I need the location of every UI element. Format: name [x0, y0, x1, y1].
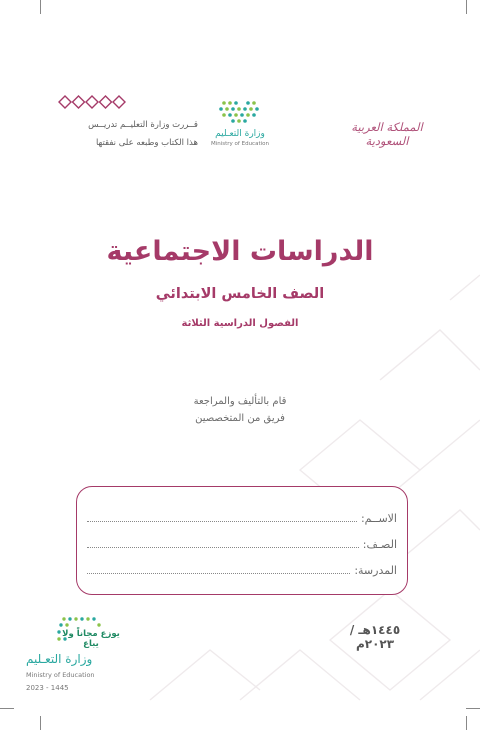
free-distribution-logo	[54, 614, 124, 649]
kingdom-logo	[342, 116, 432, 146]
class-row	[87, 531, 397, 551]
moe-logo	[200, 98, 280, 154]
footer-years: 2023 - 1445	[26, 684, 69, 692]
school-label: المدرسة:	[354, 564, 397, 577]
footer-moe-name-arabic: وزارة التعـليم	[26, 652, 93, 666]
moe-name-arabic: وزارة التعـليم	[215, 129, 265, 139]
school-field[interactable]	[87, 567, 350, 574]
class-field[interactable]	[87, 541, 359, 548]
name-row	[87, 505, 397, 525]
footer-moe-name-english: Ministry of Education	[26, 671, 95, 679]
approval-line-2: هذا الكتاب وطبعه على نفقتها	[95, 138, 198, 148]
authors-line-1: قام بالتأليف والمراجعة	[193, 396, 287, 407]
terms-label: الفصول الدراسية الثلاثة	[181, 318, 299, 329]
school-row	[87, 557, 397, 577]
moe-dots-icon	[200, 98, 280, 126]
class-label: الصـف:	[362, 538, 397, 551]
diamond-ornament-icon	[58, 95, 126, 109]
moe-name-english: Ministry of Education	[210, 141, 269, 147]
approval-line-1: قــررت وزارة التعليــم تدريــس	[88, 120, 198, 130]
authors-line-2: فريق من المتخصصين	[195, 413, 285, 424]
name-label: الاســم:	[360, 512, 397, 525]
distribution-text: يوزع مجاناً ولا يباع	[62, 629, 120, 649]
publication-year: ١٤٤٥هـ / ٢٠٢٣م	[349, 623, 401, 651]
name-field[interactable]	[87, 515, 357, 522]
approval-statement	[48, 116, 198, 152]
student-info-box	[76, 486, 408, 595]
authors-credit	[150, 393, 330, 427]
kingdom-logo-text: المملكة العربية السعودية	[351, 120, 423, 148]
grade-level: الصف الخامس الابتدائي	[155, 286, 325, 302]
book-title: الدراسات الاجتماعية	[106, 236, 374, 267]
